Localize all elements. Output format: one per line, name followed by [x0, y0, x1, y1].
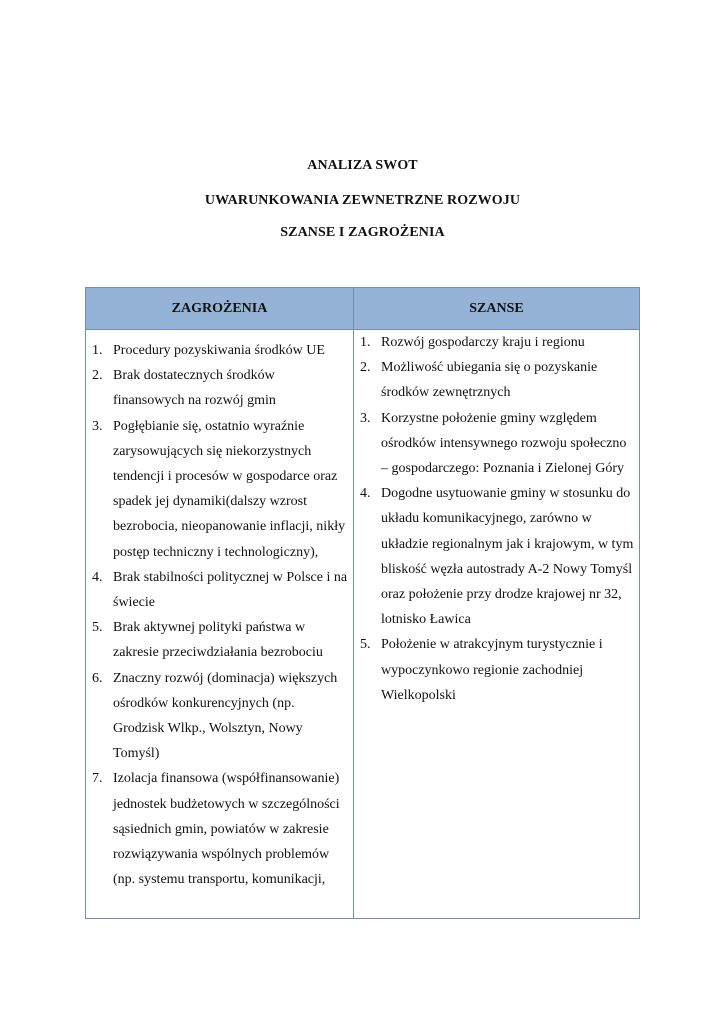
list-item-text: Korzystne położenie gminy względem ośrodków intensywnego rozwoju społeczno – gospodarczego: Poznania i Zielonej Góry: [381, 410, 627, 477]
opportunity-item: [354, 632, 639, 708]
list-item-number: 4.: [92, 569, 103, 585]
opportunity-item: [354, 355, 639, 405]
list-item-number: 3.: [360, 410, 371, 426]
table-header-row: [86, 288, 640, 330]
opportunities-header: SZANSE: [354, 288, 640, 330]
list-item-text: Położenie w atrakcyjnym turystycznie i wypoczynkowo regionie zachodniej Wielkopolski: [381, 637, 603, 703]
swot-table: [85, 287, 640, 919]
opportunities-list: [354, 330, 639, 708]
list-item-text: Dogodne usytuowanie gminy w stosunku do układu komunikacyjnego, zarówno w układzie regionalnym jak i krajowym, w tym bliskość węzła autostrady A-2 Nowy Tomyśl oraz położenie przy drodze krajowej nr 32, lotnisko Ławica: [381, 486, 634, 628]
threat-item: [86, 338, 353, 363]
document-subtitle: UWARUNKOWANIA ZEWNETRZNE ROZWOJU: [204, 193, 521, 208]
list-item-text: Znaczny rozwój (dominacja) większych ośrodków konkurencyjnych (np. Grodzisk Wlkp., Wolsztyn, Nowy Tomyśl): [113, 670, 338, 762]
list-item-text: Możliwość ubiegania się o pozyskanie środków zewnętrznych: [381, 360, 598, 401]
threats-list: [86, 330, 353, 892]
table-body-row: [86, 330, 640, 919]
list-item-number: 5.: [360, 637, 371, 653]
list-item-text: Izolacja finansowa (współfinansowanie) jednostek budżetowych w szczególności sąsiednich gmin, powiatów w zakresie rozwiązywania wspólnych problemów (np. systemu transportu, komunikacji,: [113, 771, 340, 888]
list-item-text: Procedury pozyskiwania środków UE: [113, 343, 325, 358]
threats-cell: [86, 330, 354, 919]
list-item-number: 1.: [360, 335, 371, 350]
list-item-number: 2.: [92, 368, 103, 384]
list-item-text: Brak stabilności politycznej w Polsce i na świecie: [113, 569, 348, 611]
list-item-number: 2.: [360, 360, 371, 376]
opportunities-cell: [354, 330, 640, 919]
threat-item: [86, 766, 353, 892]
list-item-number: 7.: [92, 771, 103, 787]
opportunity-item: [354, 481, 639, 632]
threats-header: ZAGROŻENIA: [86, 288, 354, 330]
threat-item: [86, 414, 353, 565]
list-item-number: 4.: [360, 486, 371, 502]
list-item-text: Brak dostatecznych środków finansowych na rozwój gmin: [113, 368, 276, 409]
list-item-text: Brak aktywnej polityki państwa w zakresie przeciwdziałania bezrobociu: [113, 620, 323, 661]
list-item-number: 1.: [92, 343, 103, 358]
list-item-number: 6.: [92, 670, 103, 686]
threat-item: [86, 666, 353, 767]
document-section-title: SZANSE I ZAGROŻENIA: [280, 225, 445, 240]
threat-item: [86, 565, 353, 615]
list-item-number: 3.: [92, 418, 103, 434]
threat-item: [86, 615, 353, 665]
threat-item: [86, 363, 353, 413]
document-title: ANALIZA SWOT: [307, 158, 418, 173]
list-item-text: Pogłębianie się, ostatnio wyraźnie zarysowujących się niekorzystnych tendencji i procesów w gospodarce oraz spadek jej dynamiki(dalszy wzrost bezrobocia, nieopanowanie inflacji, nikły postęp techniczny i technologiczny),: [113, 418, 346, 560]
list-item-number: 5.: [92, 620, 103, 636]
list-item-text: Rozwój gospodarczy kraju i regionu: [381, 335, 585, 350]
opportunity-item: [354, 330, 639, 355]
opportunity-item: [354, 406, 639, 482]
